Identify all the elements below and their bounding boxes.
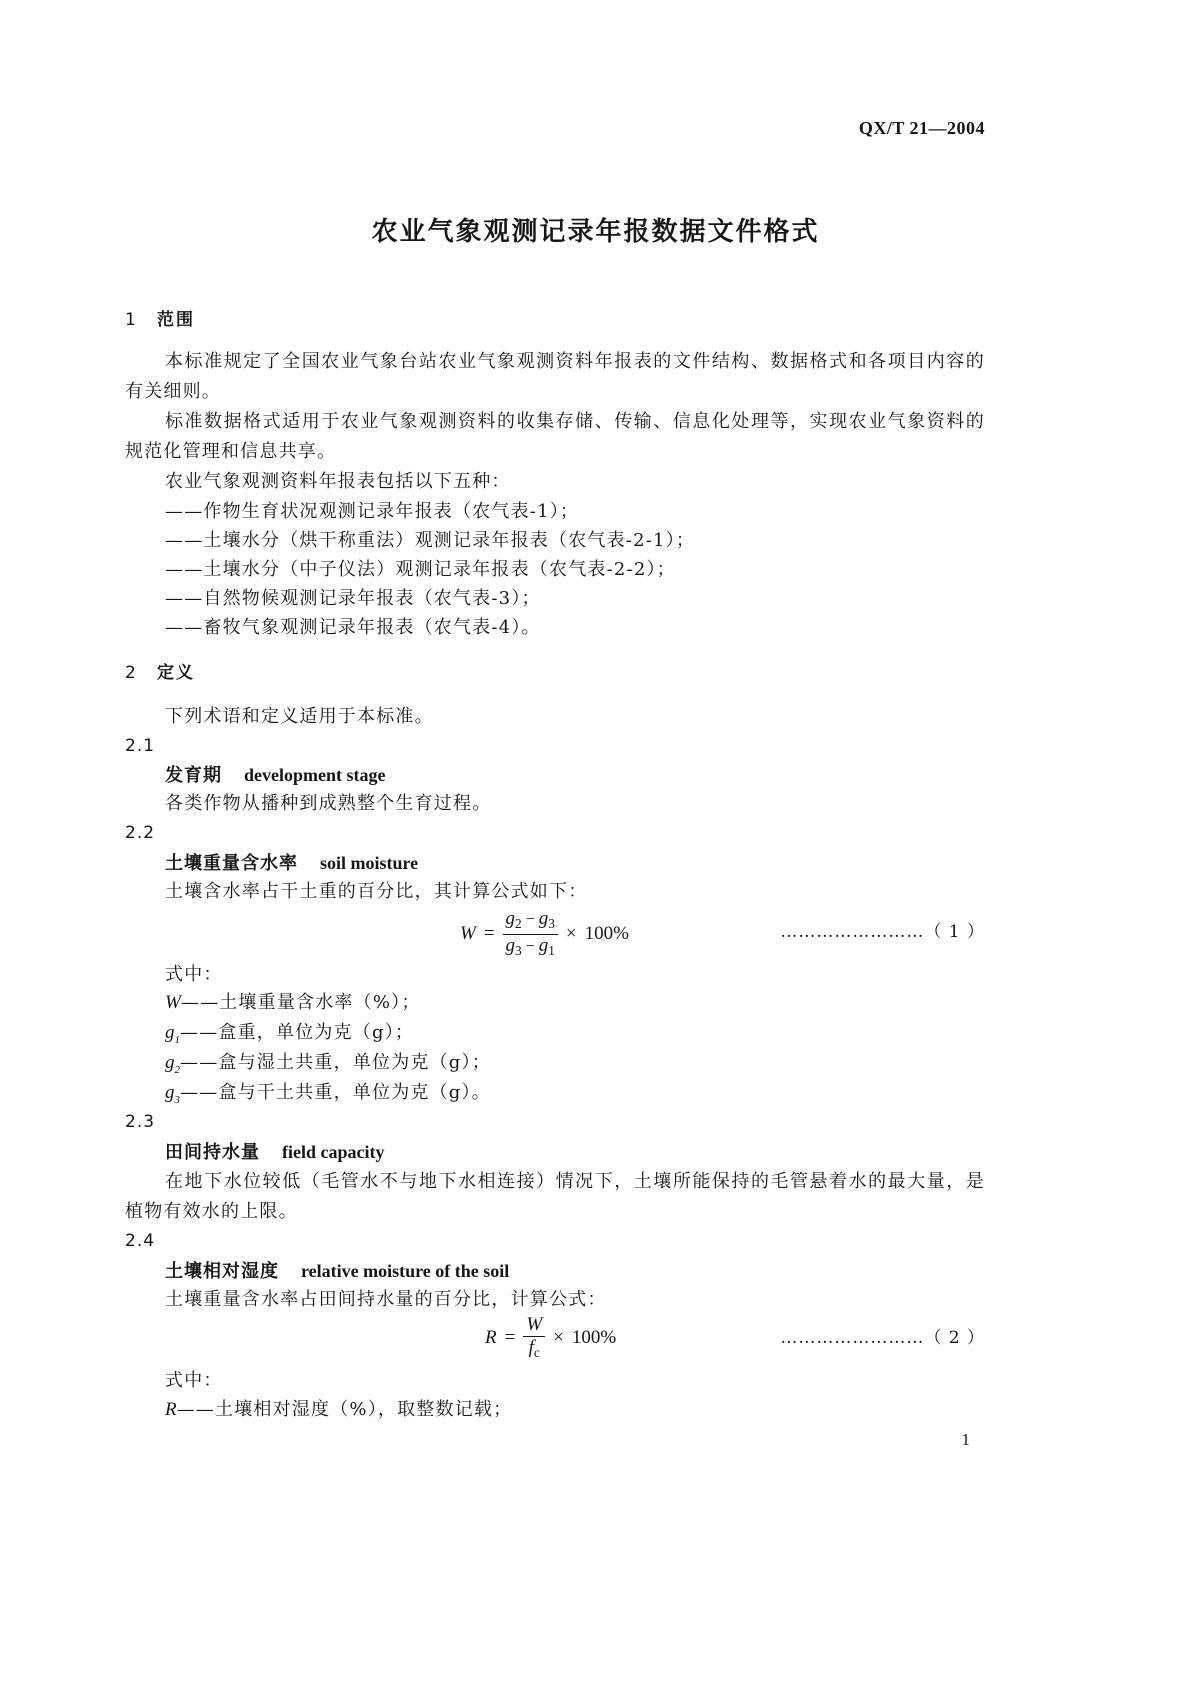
equation-label: （ 2 ） <box>924 1328 985 1348</box>
term-en: relative moisture of the soil <box>301 1261 510 1281</box>
equals-sign: = <box>504 1327 516 1348</box>
var-description: ——盒重，单位为克（g）； <box>180 1022 415 1043</box>
subscript: c <box>533 1345 540 1361</box>
subscript: 1 <box>548 943 555 959</box>
percent-factor: 100% <box>584 923 629 945</box>
list-item: ——作物生育状况观测记录年报表（农气表-1）； <box>165 501 580 522</box>
percent-factor: 100% <box>571 1327 617 1348</box>
var-symbol: W <box>165 992 181 1013</box>
where-label: 式中： <box>165 1370 223 1391</box>
var-description: ——土壤重量含水率（%）； <box>180 992 421 1013</box>
term-definition: 在地下水位较低（毛管水不与地下水相连接）情况下，土壤所能保持的毛管悬着水的最大量，是植物有效水的上限。 <box>125 1171 985 1222</box>
section-number: 1 <box>125 310 136 330</box>
term-heading <box>165 848 418 879</box>
dot-leader: …………………… <box>780 1328 925 1348</box>
subscript: 1 <box>174 1033 180 1046</box>
var-g: g <box>505 935 516 957</box>
equation-number-2 <box>780 1323 985 1353</box>
term-heading <box>165 1256 509 1287</box>
clause-number: 2.1 <box>125 736 156 756</box>
subscript: 2 <box>515 916 522 932</box>
term-en: field capacity <box>282 1142 385 1162</box>
term-zh: 土壤相对湿度 <box>165 1261 279 1282</box>
subscript: 2 <box>174 1063 180 1076</box>
section-2-heading <box>125 658 195 688</box>
where-label: 式中： <box>165 964 223 985</box>
clause-number: 2.2 <box>125 823 156 843</box>
clause-number: 2.4 <box>125 1231 156 1251</box>
scope-paragraph-1: 本标准规定了全国农业气象台站农业气象观测资料年报表的文件结构、数据格式和各项目内容的有关细则。 <box>125 351 985 402</box>
section-number: 2 <box>125 663 136 683</box>
denominator <box>523 1337 545 1363</box>
section-title: 范围 <box>157 310 195 330</box>
term-heading <box>165 760 385 791</box>
fraction <box>503 908 558 961</box>
term-en: soil moisture <box>320 853 419 873</box>
fraction <box>523 1314 545 1363</box>
scope-paragraph-3: 农业气象观测资料年报表包括以下五种： <box>165 471 511 492</box>
term-definition: 各类作物从播种到成熟整个生育过程。 <box>165 793 492 814</box>
dot-leader: …………………… <box>780 922 925 942</box>
section-1-heading <box>125 305 195 335</box>
term-definition: 土壤重量含水率占田间持水量的百分比，计算公式： <box>165 1289 607 1310</box>
numerator <box>523 1314 545 1337</box>
var-g: g <box>538 908 549 929</box>
minus-sign: − <box>525 911 535 928</box>
equation-label: （ 1 ） <box>924 922 985 942</box>
page-title: 农业气象观测记录年报数据文件格式 <box>371 217 820 247</box>
var-symbol <box>165 1082 180 1106</box>
subscript: 3 <box>548 916 555 932</box>
equals-sign: = <box>483 923 495 945</box>
scope-paragraph-2: 标准数据格式适用于农业气象观测资料的收集存储、传输、信息化处理等，实现农业气象资料的规范化管理和信息共享。 <box>125 411 985 462</box>
list-item: ——土壤水分（烘干称重法）观测记录年报表（农气表-2-1）； <box>165 530 696 551</box>
term-zh: 土壤重量含水率 <box>165 853 298 874</box>
var-symbol: R <box>165 1399 177 1420</box>
var-letter: g <box>165 1052 175 1073</box>
numerator <box>503 908 558 935</box>
var-symbol <box>165 1052 180 1076</box>
times-sign: × <box>565 923 577 945</box>
var-w: W <box>526 1314 543 1336</box>
variable-definition <box>165 1078 491 1115</box>
term-definition: 土壤含水率占干土重的百分比，其计算公式如下： <box>165 881 588 902</box>
var-description: ——盒与湿土共重，单位为克（g）； <box>180 1052 491 1073</box>
subscript: 3 <box>174 1093 180 1106</box>
definitions-intro: 下列术语和定义适用于本标准。 <box>165 706 434 727</box>
clause-number: 2.3 <box>125 1112 156 1132</box>
formula-1 <box>460 908 629 961</box>
minus-sign: − <box>525 938 535 956</box>
formula-lhs: W <box>460 923 476 945</box>
var-g: g <box>505 908 516 929</box>
var-letter: g <box>165 1022 175 1043</box>
var-symbol <box>165 1022 180 1046</box>
list-item: ——自然物候观测记录年报表（农气表-3）； <box>165 588 541 609</box>
subscript: 3 <box>515 943 522 959</box>
var-f: f <box>528 1337 534 1359</box>
list-item: ——畜牧气象观测记录年报表（农气表-4）。 <box>165 617 541 638</box>
var-letter: g <box>165 1082 175 1103</box>
formula-2 <box>485 1314 616 1363</box>
term-zh: 发育期 <box>165 765 222 786</box>
denominator <box>503 935 558 961</box>
term-en: development stage <box>244 765 386 785</box>
term-zh: 田间持水量 <box>165 1142 260 1163</box>
var-description: ——盒与干土共重，单位为克（g）。 <box>180 1082 491 1103</box>
term-heading <box>165 1137 384 1168</box>
document-code: QX/T 21—2004 <box>858 118 985 138</box>
variable-definition <box>165 988 421 1018</box>
var-g: g <box>538 935 549 957</box>
section-title: 定义 <box>157 663 195 683</box>
formula-lhs: R <box>485 1327 497 1348</box>
variable-definition <box>165 1395 512 1425</box>
var-description: ——土壤相对湿度（%），取整数记载； <box>176 1399 513 1420</box>
equation-number-1 <box>780 917 985 947</box>
page-number: 1 <box>961 1430 970 1449</box>
times-sign: × <box>553 1327 564 1348</box>
list-item: ——土壤水分（中子仪法）观测记录年报表（农气表-2-2）； <box>165 559 676 580</box>
